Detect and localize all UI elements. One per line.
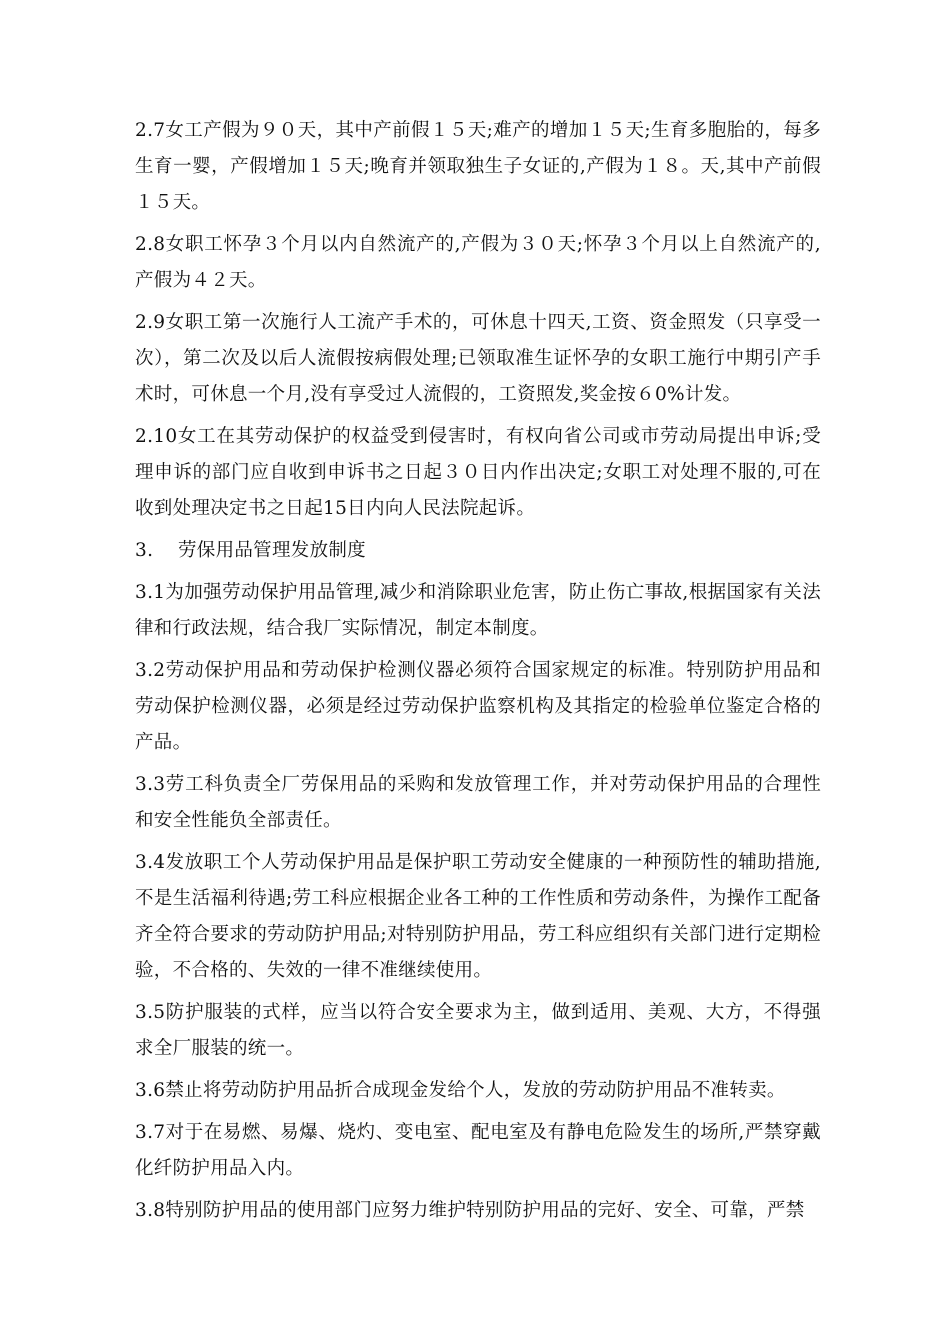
paragraph-3-8: 3.8特别防护用品的使用部门应努力维护特别防护用品的完好、安全、可靠，严禁: [135, 1200, 805, 1221]
paragraph-3-6: 3.6禁止将劳动防护用品折合成现金发给个人，发放的劳动防护用品不准转卖。: [135, 1080, 786, 1101]
document-body: [135, 113, 821, 1235]
paragraph-2-7: 2.7女工产假为９０天，其中产前假１５天;难产的增加１５天;生育多胞胎的，每多生育一婴，产假增加１５天;晚育并领取独生子女证的,产假为１８。天,其中产前假１５天。: [135, 120, 821, 213]
paragraph-3-4: 3.4发放职工个人劳动保护用品是保护职工劳动安全健康的一种预防性的辅助措施,不是生活福利待遇;劳工科应根据企业各工种的工作性质和劳动条件，为操作工配备齐全符合要求的劳动防护用品;对特别防护用品，劳工科应组织有关部门进行定期检验，不合格的、失效的一律不准继续使用。: [135, 852, 821, 981]
paragraph-3-3: 3.3劳工科负责全厂劳保用品的采购和发放管理工作，并对劳动保护用品的合理性和安全性能负全部责任。: [135, 774, 821, 831]
paragraph-3-5: 3.5防护服装的式样，应当以符合安全要求为主，做到适用、美观、大方，不得强求全厂服装的统一。: [135, 1002, 821, 1059]
paragraph-3-1: 3.1为加强劳动保护用品管理,减少和消除职业危害，防止伤亡事故,根据国家有关法律和行政法规，结合我厂实际情况，制定本制度。: [135, 582, 821, 639]
section-heading-3: 3. 劳保用品管理发放制度: [135, 540, 366, 561]
paragraph-2-10: 2.10女工在其劳动保护的权益受到侵害时，有权向省公司或市劳动局提出申诉;受理申诉的部门应自收到申诉书之日起３０日内作出决定;女职工对处理不服的,可在收到处理决定书之日起15日内向人民法院起诉。: [135, 426, 821, 519]
paragraph-3-2: 3.2劳动保护用品和劳动保护检测仪器必须符合国家规定的标准。特别防护用品和劳动保护检测仪器，必须是经过劳动保护监察机构及其指定的检验单位鉴定合格的产品。: [135, 660, 821, 753]
paragraph-2-9: 2.9女职工第一次施行人工流产手术的，可休息十四天,工资、资金照发（只享受一次），第二次及以后人流假按病假处理;已领取准生证怀孕的女职工施行中期引产手术时，可休息一个月,没有享受过人流假的，工资照发,奖金按６0%计发。: [135, 312, 821, 405]
paragraph-3-7: 3.7对于在易燃、易爆、烧灼、变电室、配电室及有静电危险发生的场所,严禁穿戴化纤防护用品入内。: [135, 1122, 821, 1179]
paragraph-2-8: 2.8女职工怀孕３个月以内自然流产的,产假为３０天;怀孕３个月以上自然流产的,产假为４２天。: [135, 234, 821, 291]
